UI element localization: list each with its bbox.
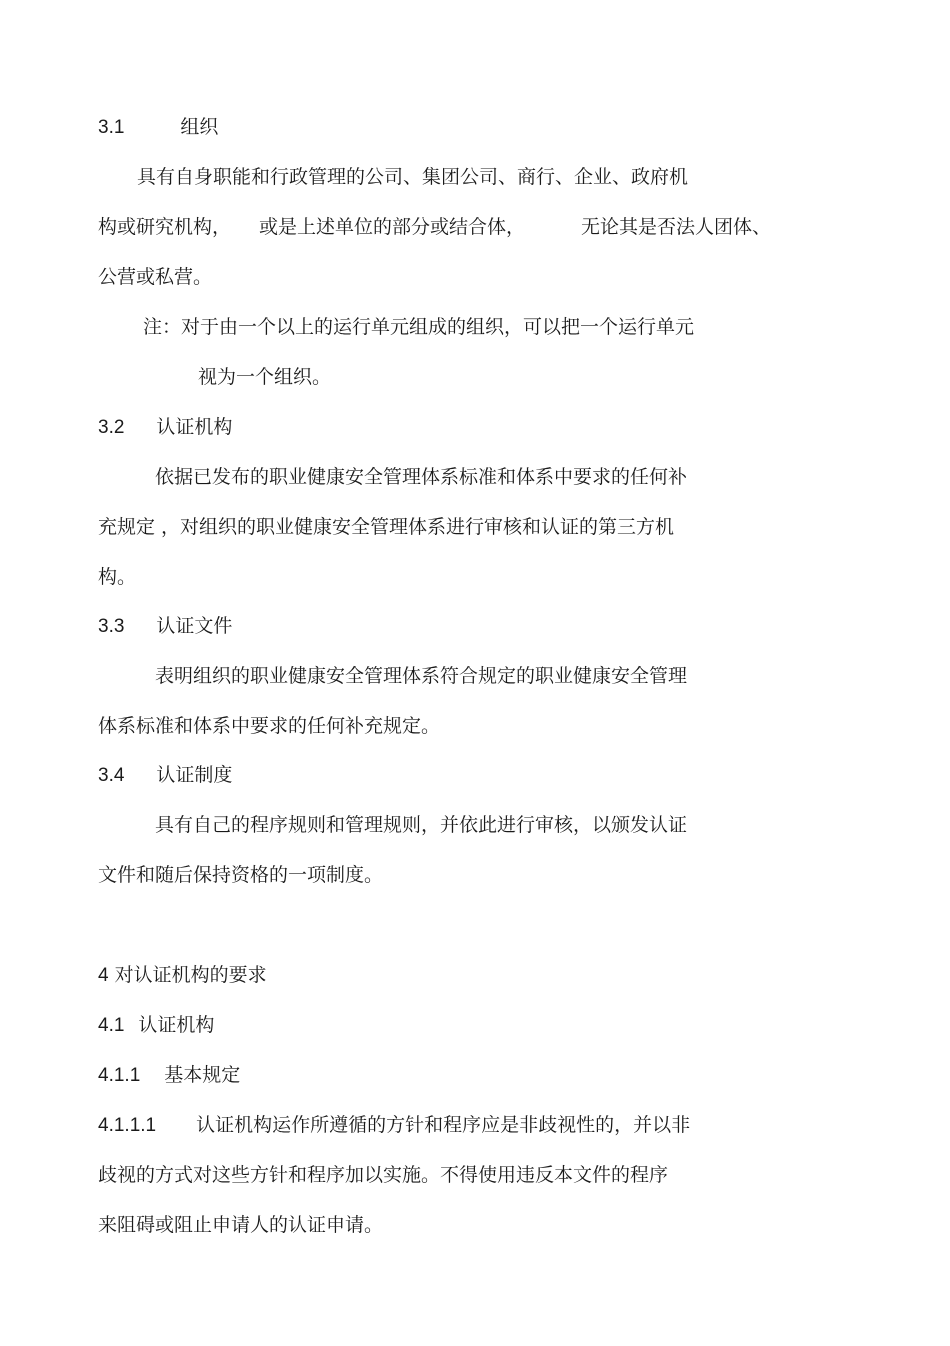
section-heading-4-1-1 <box>98 1063 240 1088</box>
paragraph-line: 构。 <box>98 566 137 588</box>
section-number: 3.2 <box>98 417 125 438</box>
section-title: 认证机构 <box>156 416 233 438</box>
text-segment: 无论其是否法人团体、 <box>581 216 772 238</box>
section-number: 4.1 <box>98 1015 125 1036</box>
paragraph-line: 来阻碍或阻止申请人的认证申请。 <box>98 1214 384 1236</box>
section-number: 4.1.1 <box>98 1065 141 1086</box>
section-title: 认证制度 <box>156 764 233 786</box>
section-number: 3.3 <box>98 616 125 637</box>
section-title: 基本规定 <box>164 1064 241 1086</box>
note-line: 注：对于由一个以上的运行单元组成的组织，可以把一个运行单元 <box>143 316 695 338</box>
paragraph-line: 充规定 ，对组织的职业健康安全管理体系进行审核和认证的第三方机 <box>98 516 675 538</box>
section-title: 认证机构 <box>138 1014 215 1036</box>
text-segment: 或是上述单位的部分或结合体， <box>259 216 526 238</box>
paragraph-text: 认证机构运作所遵循的方针和程序应是非歧视性的，并以非 <box>196 1114 691 1136</box>
paragraph-line: 体系标准和体系中要求的任何补充规定。 <box>98 715 441 737</box>
paragraph-line: 依据已发布的职业健康安全管理体系标准和体系中要求的任何补 <box>155 466 688 488</box>
section-title: 组织 <box>180 116 219 138</box>
section-heading-4 <box>98 963 267 988</box>
section-heading-3-2 <box>98 415 232 440</box>
paragraph-line: 具有自身职能和行政管理的公司、集团公司、商行、企业、政府机 <box>137 166 689 188</box>
note-line: 视为一个组织。 <box>198 366 332 388</box>
text-segment: 构或研究机构， <box>98 216 232 238</box>
section-title: 对认证机构的要求 <box>114 964 267 986</box>
section-heading-4-1 <box>98 1013 214 1038</box>
section-heading-3-3 <box>98 614 232 639</box>
paragraph-line: 文件和随后保持资格的一项制度。 <box>98 864 384 886</box>
paragraph-line <box>98 215 771 239</box>
section-heading-4-1-1-1 <box>98 1113 690 1138</box>
section-number: 3.1 <box>98 117 125 138</box>
paragraph-line: 公营或私营。 <box>98 266 213 288</box>
section-number: 3.4 <box>98 765 125 786</box>
section-number: 4 <box>98 965 109 986</box>
paragraph-line: 表明组织的职业健康安全管理体系符合规定的职业健康安全管理 <box>155 665 688 687</box>
section-heading-3-4 <box>98 763 232 788</box>
section-number: 4.1.1.1 <box>98 1115 157 1136</box>
paragraph-line: 歧视的方式对这些方针和程序加以实施。不得使用违反本文件的程序 <box>98 1164 669 1186</box>
section-heading-3-1 <box>98 115 218 140</box>
paragraph-line: 具有自己的程序规则和管理规则，并依此进行审核，以颁发认证 <box>155 814 688 836</box>
section-title: 认证文件 <box>156 615 233 637</box>
